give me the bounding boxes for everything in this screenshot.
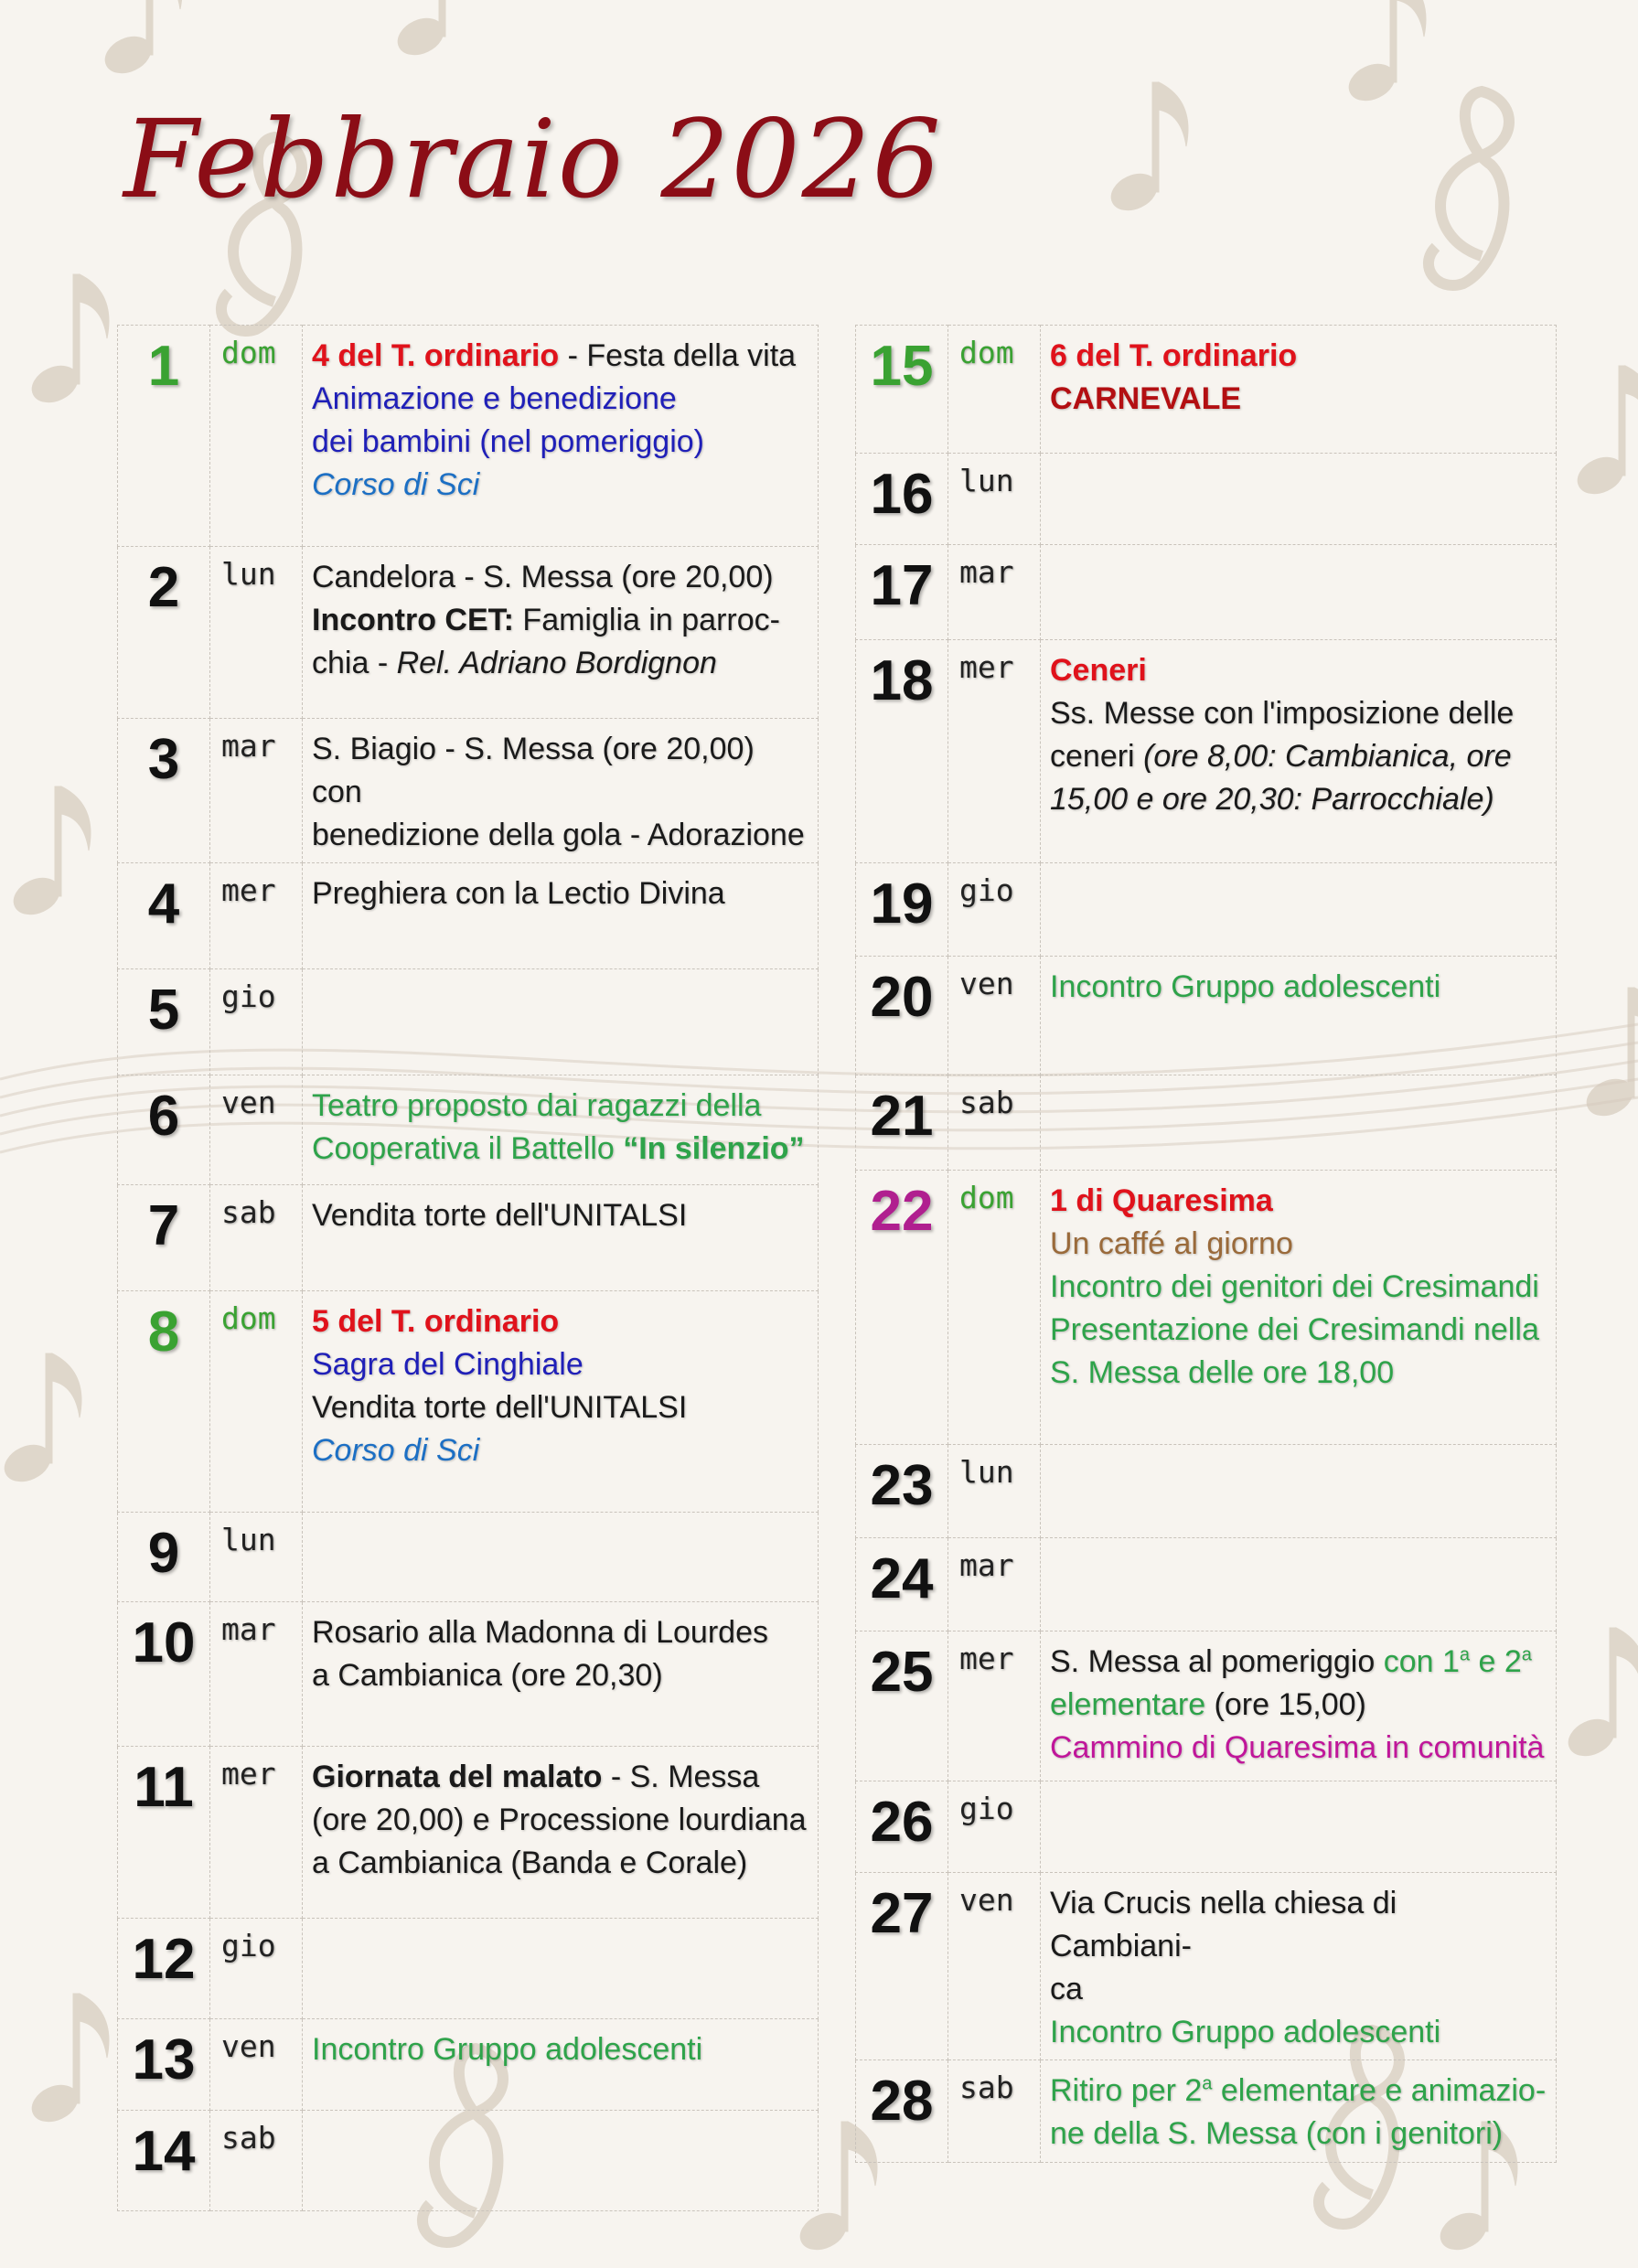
day-events	[303, 719, 819, 863]
weekday: gio	[948, 863, 1041, 957]
event-text: Sagra del Cinghiale	[312, 1347, 583, 1382]
day-events	[303, 969, 819, 1075]
event-text: (ore 15,00)	[1205, 1687, 1366, 1722]
day-row	[856, 1171, 1557, 1445]
weekday: mar	[210, 719, 303, 863]
event-text: Incontro Gruppo adolescenti	[312, 2032, 703, 2067]
event-text: chia -	[312, 646, 397, 680]
day-number: 1	[118, 326, 210, 547]
day-row	[118, 1185, 819, 1291]
day-row	[118, 547, 819, 719]
event-text: Incontro Gruppo adolescenti	[1050, 969, 1441, 1004]
calendar-left-column	[117, 325, 819, 2211]
day-number: 11	[118, 1747, 210, 1919]
day-number: 26	[856, 1781, 948, 1873]
event-text: ca	[1050, 1972, 1083, 2006]
day-row	[118, 1513, 819, 1602]
event-liturgy: 5 del T. ordinario	[312, 1304, 560, 1339]
day-row	[118, 2019, 819, 2111]
day-number: 25	[856, 1631, 948, 1781]
day-number: 6	[118, 1075, 210, 1185]
event-text: ceneri	[1050, 739, 1144, 774]
day-number: 8	[118, 1291, 210, 1513]
day-row	[856, 326, 1557, 454]
event-text: Via Crucis nella chiesa di Cambiani-	[1050, 1886, 1397, 1963]
event-text: Cooperativa il Battello	[312, 1131, 624, 1166]
event-text: Incontro dei genitori dei Cresimandi	[1050, 1269, 1539, 1304]
day-events	[303, 2019, 819, 2111]
day-row	[118, 1075, 819, 1185]
event-text: S. Biagio - S. Messa (ore 20,00) con	[312, 732, 755, 809]
day-number: 10	[118, 1602, 210, 1747]
event-text: (ore 8,00: Cambianica, ore	[1143, 739, 1512, 774]
weekday: sab	[948, 1075, 1041, 1171]
weekday: mar	[948, 545, 1041, 640]
weekday: mar	[948, 1538, 1041, 1631]
weekday: ven	[210, 2019, 303, 2111]
day-events	[1041, 1538, 1557, 1631]
day-events	[303, 863, 819, 969]
weekday: sab	[948, 2060, 1041, 2163]
day-events	[303, 1185, 819, 1291]
weekday: dom	[948, 1171, 1041, 1445]
day-events	[1041, 1171, 1557, 1445]
day-row	[856, 1631, 1557, 1781]
day-events	[1041, 957, 1557, 1075]
day-row	[118, 1919, 819, 2019]
event-text: a Cambianica (ore 20,30)	[312, 1658, 663, 1693]
day-number: 7	[118, 1185, 210, 1291]
day-number: 14	[118, 2111, 210, 2211]
day-row	[118, 2111, 819, 2211]
event-text: ne della S. Messa (con i genitori)	[1050, 2116, 1504, 2151]
weekday: mer	[948, 640, 1041, 863]
weekday: sab	[210, 2111, 303, 2211]
day-row	[856, 640, 1557, 863]
day-number: 17	[856, 545, 948, 640]
day-events	[303, 1291, 819, 1513]
day-events	[303, 1513, 819, 1602]
event-text: dei bambini (nel pomeriggio)	[312, 424, 705, 459]
day-events	[1041, 1445, 1557, 1538]
day-events	[1041, 1631, 1557, 1781]
day-number: 22	[856, 1171, 948, 1445]
day-events	[1041, 640, 1557, 863]
weekday: gio	[948, 1781, 1041, 1873]
event-text: S. Messa delle ore 18,00	[1050, 1355, 1395, 1390]
event-text: Giornata del malato	[312, 1760, 603, 1794]
event-text: 15,00 e ore 20,30: Parrocchiale)	[1050, 782, 1494, 817]
day-row	[856, 1781, 1557, 1873]
event-text: S. Messa al pomeriggio	[1050, 1644, 1384, 1679]
day-row	[856, 545, 1557, 640]
event-liturgy: Ceneri	[1050, 653, 1147, 688]
day-number: 2	[118, 547, 210, 719]
weekday: sab	[210, 1185, 303, 1291]
day-number: 20	[856, 957, 948, 1075]
event-text: Preghiera con la Lectio Divina	[312, 876, 725, 911]
day-number: 18	[856, 640, 948, 863]
weekday: ven	[948, 1873, 1041, 2060]
event-text: Presentazione dei Cresimandi nella	[1050, 1312, 1539, 1347]
day-events	[1041, 863, 1557, 957]
event-text: Famiglia in parroc-	[513, 603, 780, 637]
day-events	[303, 1075, 819, 1185]
day-events	[303, 326, 819, 547]
day-row	[856, 863, 1557, 957]
weekday: ven	[210, 1075, 303, 1185]
day-number: 4	[118, 863, 210, 969]
day-row	[118, 719, 819, 863]
day-row	[856, 1538, 1557, 1631]
event-text: Rel. Adriano Bordignon	[396, 646, 717, 680]
event-text: “In silenzio”	[623, 1131, 805, 1166]
day-events	[1041, 326, 1557, 454]
event-text: Candelora - S. Messa (ore 20,00)	[312, 560, 774, 594]
day-number: 16	[856, 454, 948, 545]
weekday: dom	[210, 326, 303, 547]
event-liturgy: 4 del T. ordinario	[312, 338, 560, 373]
superscript: a	[1459, 1644, 1471, 1665]
weekday: dom	[210, 1291, 303, 1513]
day-row	[856, 454, 1557, 545]
weekday: mer	[210, 863, 303, 969]
weekday: mer	[210, 1747, 303, 1919]
day-number: 23	[856, 1445, 948, 1538]
day-number: 28	[856, 2060, 948, 2163]
event-liturgy: 1 di Quaresima	[1050, 1183, 1273, 1218]
day-number: 13	[118, 2019, 210, 2111]
day-events	[303, 1602, 819, 1747]
day-row	[118, 326, 819, 547]
weekday: lun	[210, 547, 303, 719]
event-text: Corso di Sci	[312, 1433, 480, 1468]
day-number: 21	[856, 1075, 948, 1171]
event-text: Incontro CET:	[312, 603, 514, 637]
day-row	[118, 1291, 819, 1513]
event-text: Vendita torte dell'UNITALSI	[312, 1198, 688, 1233]
day-row	[856, 2060, 1557, 2163]
calendar-right-column	[855, 325, 1557, 2163]
weekday: gio	[210, 969, 303, 1075]
day-events	[1041, 2060, 1557, 2163]
event-text: Teatro proposto dai ragazzi della	[312, 1088, 762, 1123]
page-title: Febbraio 2026	[123, 96, 943, 222]
day-number: 3	[118, 719, 210, 863]
event-text: (ore 20,00) e Processione lourdiana	[312, 1803, 807, 1837]
day-number: 5	[118, 969, 210, 1075]
weekday: ven	[948, 957, 1041, 1075]
event-text: a Cambianica (Banda e Corale)	[312, 1845, 748, 1880]
event-text: - Festa della vita	[559, 338, 797, 373]
day-number: 19	[856, 863, 948, 957]
day-events	[303, 1919, 819, 2019]
event-text: CARNEVALE	[1050, 381, 1242, 416]
event-text: Incontro Gruppo adolescenti	[1050, 2015, 1441, 2049]
event-liturgy: 6 del T. ordinario	[1050, 338, 1298, 373]
day-row	[118, 1747, 819, 1919]
event-text: Vendita torte dell'UNITALSI	[312, 1390, 688, 1425]
day-number: 9	[118, 1513, 210, 1602]
day-number: 12	[118, 1919, 210, 2019]
weekday: dom	[948, 326, 1041, 454]
day-row	[856, 957, 1557, 1075]
weekday: lun	[948, 454, 1041, 545]
event-text: con 1	[1383, 1644, 1460, 1679]
superscript: a	[1521, 1644, 1532, 1665]
event-text: Animazione e benedizione	[312, 381, 677, 416]
event-text: Rosario alla Madonna di Lourdes	[312, 1615, 768, 1650]
event-text: benedizione della gola - Adorazione	[312, 818, 805, 852]
day-row	[856, 1445, 1557, 1538]
day-row	[856, 1075, 1557, 1171]
event-text: Cammino di Quaresima in comunità	[1050, 1730, 1545, 1765]
weekday: lun	[948, 1445, 1041, 1538]
day-events	[303, 1747, 819, 1919]
event-text: e 2	[1470, 1644, 1522, 1679]
day-events	[303, 547, 819, 719]
event-text: Corso di Sci	[312, 467, 480, 502]
weekday: gio	[210, 1919, 303, 2019]
day-number: 24	[856, 1538, 948, 1631]
day-events	[303, 2111, 819, 2211]
event-text: elementare	[1050, 1687, 1206, 1722]
weekday: lun	[210, 1513, 303, 1602]
weekday: mer	[948, 1631, 1041, 1781]
day-row	[118, 969, 819, 1075]
event-text: Un caffé al giorno	[1050, 1226, 1293, 1261]
day-number: 27	[856, 1873, 948, 2060]
day-events	[1041, 454, 1557, 545]
weekday: mar	[210, 1602, 303, 1747]
day-events	[1041, 1075, 1557, 1171]
event-text: elementare e animazio-	[1212, 2073, 1547, 2108]
day-number: 15	[856, 326, 948, 454]
event-text: - S. Messa	[602, 1760, 760, 1794]
event-text: Ritiro per 2	[1050, 2073, 1203, 2108]
day-events	[1041, 1873, 1557, 2060]
day-events	[1041, 545, 1557, 640]
day-row	[118, 1602, 819, 1747]
event-text: Ss. Messe con l'imposizione delle	[1050, 696, 1515, 731]
day-row	[856, 1873, 1557, 2060]
day-events	[1041, 1781, 1557, 1873]
day-row	[118, 863, 819, 969]
superscript: a	[1202, 2073, 1213, 2094]
